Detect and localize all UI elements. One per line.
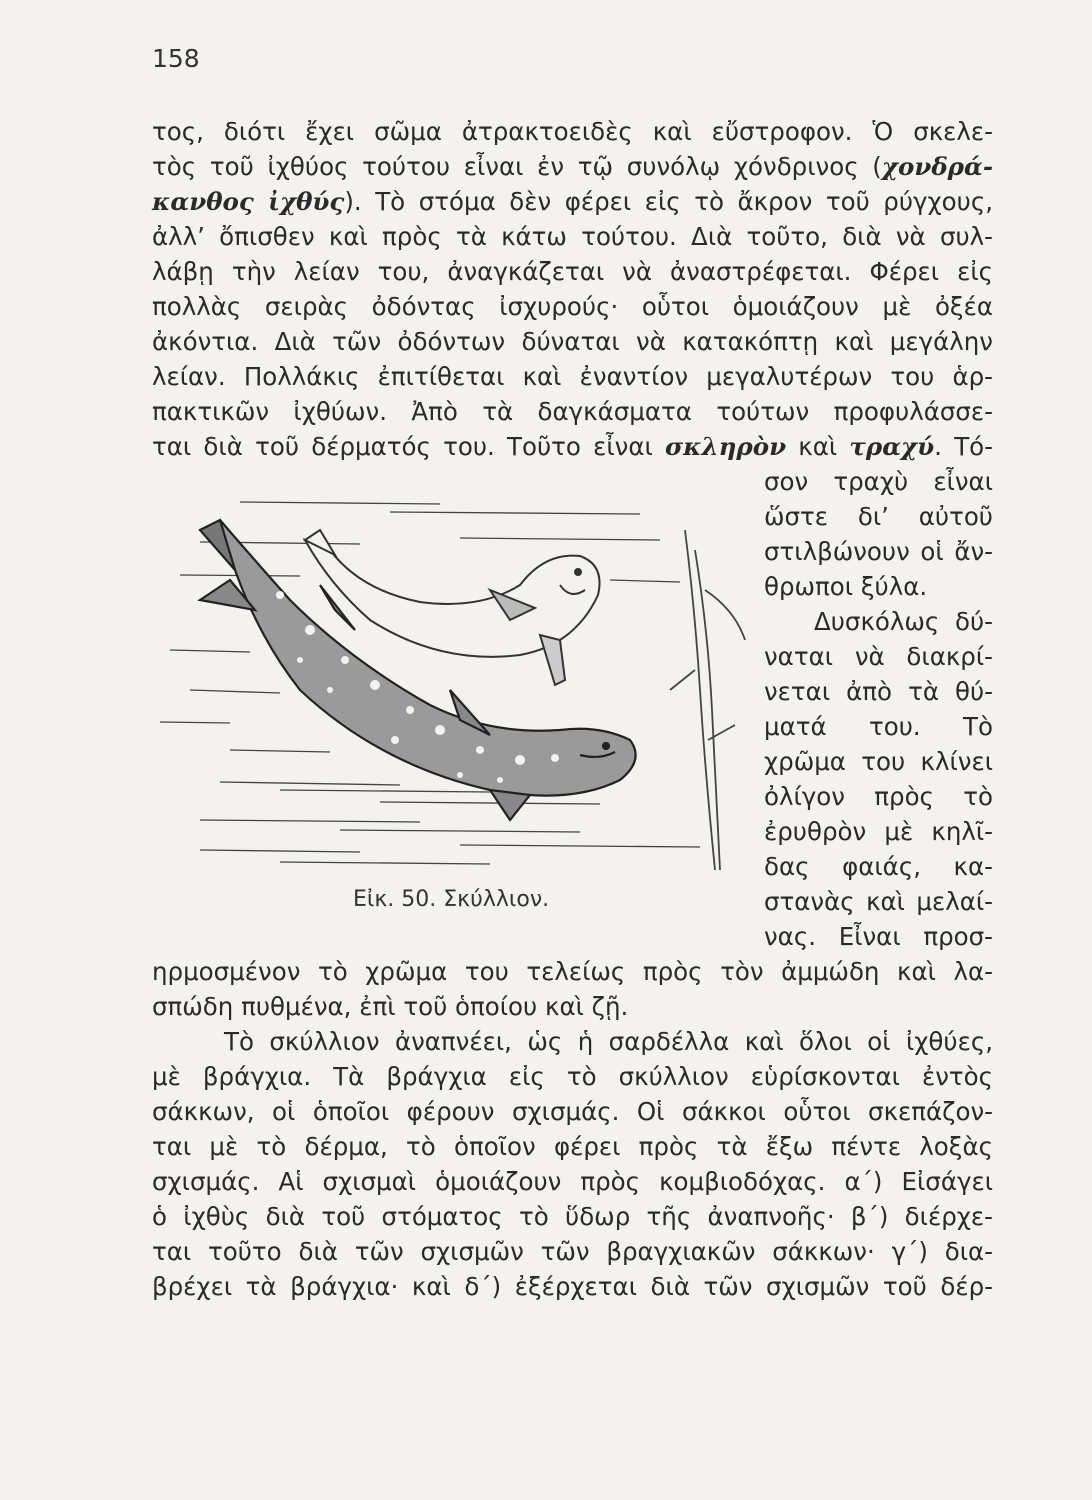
text-line: ἀκόντια. Διὰ τῶν ὀδόντων δύναται νὰ κατακόπτῃ καὶ μεγάλην	[152, 327, 993, 356]
text-line: σάκκων, οἱ ὁποῖοι φέρουν σχισμάς. Οἱ σάκκοι οὗτοι σκεπάζον-	[152, 1097, 993, 1126]
text-line: τὸς τοῦ ἰχθύος τούτου εἶναι ἐν τῷ συνόλῳ χόνδρινος (χονδρά-	[152, 152, 993, 181]
wrap-line: ματά του. Τὸ	[764, 712, 993, 741]
text-line: λάβῃ τὴν λείαν του, ἀναγκάζεται νὰ ἀναστρέφεται. Φέρει εἰς	[152, 257, 993, 286]
text-line: ται διὰ τοῦ δέρματός του. Τοῦτο εἶναι σκληρὸν καὶ τραχύ. Τό-	[152, 432, 993, 461]
wrap-line: ὥστε δι’ αὐτοῦ	[764, 502, 993, 531]
text-line: ηρμοσμένον τὸ χρῶμα του τελείως πρὸς τὸν ἀμμώδη καὶ λα-	[152, 957, 993, 986]
wrap-line: ὀλίγον πρὸς τὸ	[764, 782, 993, 811]
text-line: σχισμάς. Αἱ σχισμαὶ ὁμοιάζουν πρὸς κομβιοδόχας. α΄) Εἰσάγει	[152, 1167, 993, 1196]
text-line: λείαν. Πολλάκις ἐπιτίθεται καὶ ἐναντίον μεγαλυτέρων του ἁρ-	[152, 362, 993, 391]
wrap-line: ναται νὰ διακρί-	[764, 642, 993, 671]
dogfish-drawing	[160, 490, 755, 880]
text-line: ἀλλ’ ὄπισθεν καὶ πρὸς τὰ κάτω τούτου. Διὰ τοῦτο, διὰ νὰ συλ-	[152, 222, 993, 251]
wrap-line: θρωποι ξύλα.	[764, 572, 928, 601]
text-line: σπώδη πυθμένα, ἐπὶ τοῦ ὁποίου καὶ ζῇ.	[152, 992, 629, 1021]
figure-caption: Εἰκ. 50. Σκύλλιον.	[353, 887, 550, 912]
wrap-line: χρῶμα του κλίνει	[764, 747, 993, 776]
text-line: πακτικῶν ἰχθύων. Ἀπὸ τὰ δαγκάσματα τούτων προφυλάσσε-	[152, 397, 993, 426]
text-line: ται τοῦτο διὰ τῶν σχισμῶν τῶν βραγχιακῶν σάκκων· γ΄) δια-	[152, 1237, 993, 1266]
text-line: κανθος ἰχθύς). Τὸ στόμα δὲν φέρει εἰς τὸ ἄκρον τοῦ ρύγχους,	[152, 187, 993, 216]
wrap-line: ἐρυθρὸν μὲ κηλῖ-	[764, 817, 993, 846]
wrap-line: νεται ἀπὸ τὰ θύ-	[764, 677, 993, 706]
wrap-line: Δυσκόλως δύ-	[814, 607, 993, 636]
wrap-line: δας φαιάς, κα-	[764, 852, 993, 881]
wrap-line: νας. Εἶναι προσ-	[764, 922, 993, 951]
fish-illustration	[160, 490, 755, 880]
text-line: Τὸ σκύλλιον ἀναπνέει, ὡς ἡ σαρδέλλα καὶ ὅλοι οἱ ἰχθύες,	[224, 1027, 993, 1056]
wrap-line: στιλβώνουν οἱ ἄν-	[764, 537, 993, 566]
text-line: μὲ βράγχια. Τὰ βράγχια εἰς τὸ σκύλλιον εὑρίσκονται ἐντὸς	[152, 1062, 993, 1091]
text-line: πολλὰς σειρὰς ὀδόντας ἰσχυρούς· οὗτοι ὁμοιάζουν μὲ ὀξέα	[152, 292, 993, 321]
text-line: ται μὲ τὸ δέρμα, τὸ ὁποῖον φέρει πρὸς τὰ ἔξω πέντε λοξὰς	[152, 1132, 993, 1161]
text-line: τος, διότι ἔχει σῶμα ἀτρακτοειδὲς καὶ εὔστροφον. Ὁ σκελε-	[152, 117, 993, 146]
wrap-line: σον τραχὺ εἶναι	[764, 467, 993, 496]
text-line: βρέχει τὰ βράγχια· καὶ δ΄) ἐξέρχεται διὰ τῶν σχισμῶν τοῦ δέρ-	[152, 1272, 993, 1301]
wrap-line: στανὰς καὶ μελαί-	[764, 887, 993, 916]
page-number: 158	[152, 44, 200, 73]
text-line: ὁ ἰχθὺς διὰ τοῦ στόματος τὸ ὕδωρ τῆς ἀναπνοῆς· β΄) διέρχε-	[152, 1202, 993, 1231]
